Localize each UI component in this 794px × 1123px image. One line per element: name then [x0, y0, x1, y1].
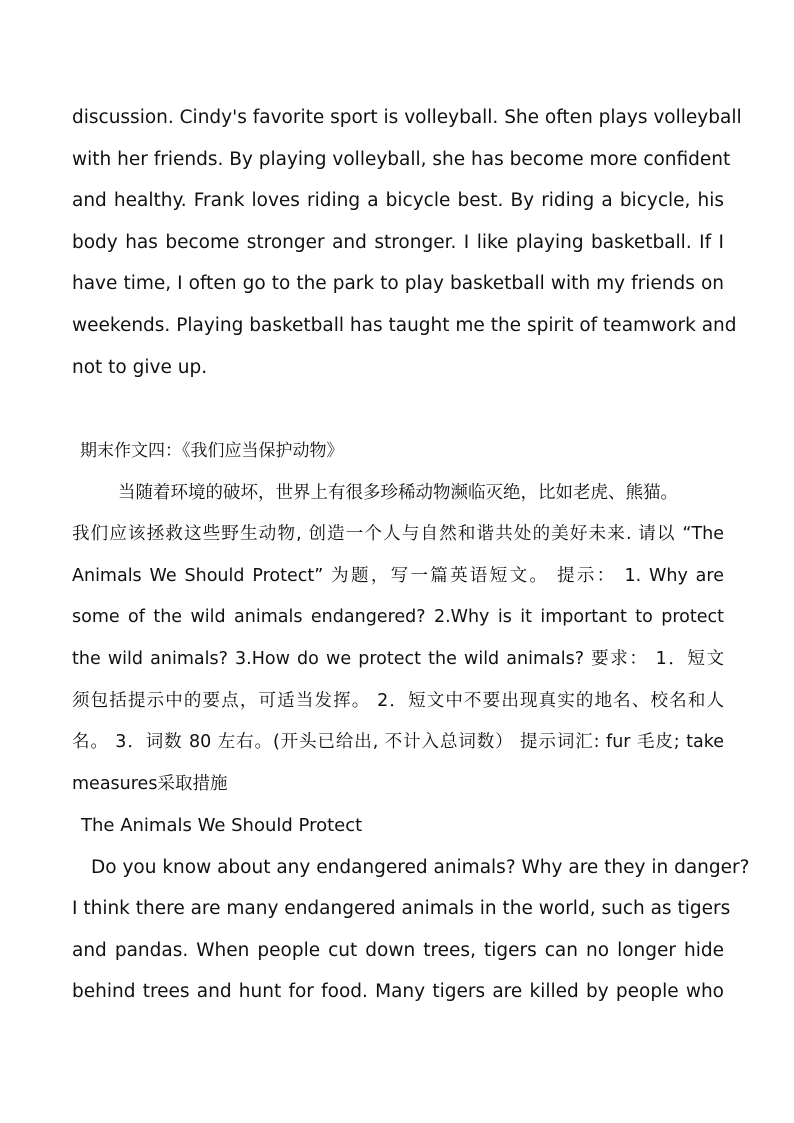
essay-line: and pandas. When people cut down trees, tigers can no longer hide	[72, 940, 724, 961]
prompt-line: 名。 3．词数 80 左右。(开头已给出, 不计入总词数） 提示词汇: fur 毛皮; take	[72, 732, 724, 752]
prompt-line: Animals We Should Protect” 为题，写一篇英语短文。 提示： 1. Why are	[72, 566, 724, 586]
text-line: with her friends. By playing volleyball, she has become more confident	[72, 149, 731, 170]
prompt-line: 当随着环境的破坏，世界上有很多珍稀动物濒临灭绝，比如老虎、熊猫。	[118, 483, 678, 503]
essay-line: I think there are many endangered animals in the world, such as tigers	[72, 898, 731, 919]
essay-title: The Animals We Should Protect	[81, 815, 363, 836]
text-line: weekends. Playing basketball has taught me the spirit of teamwork and	[72, 315, 737, 336]
text-line: and healthy. Frank loves riding a bicycle best. By riding a bicycle, his	[72, 190, 724, 211]
essay-line: behind trees and hunt for food. Many tigers are killed by people who	[72, 981, 724, 1002]
text-line: body has become stronger and stronger. I like playing basketball. If I	[72, 232, 724, 253]
text-line: discussion. Cindy's favorite sport is volleyball. She often plays volleyball	[72, 107, 742, 128]
prompt-line: 我们应该拯救这些野生动物, 创造一个人与自然和谐共处的美好未来. 请以 “The	[72, 524, 724, 544]
essay-line: Do you know about any endangered animals? Why are they in danger?	[91, 857, 750, 878]
text-line: have time, I often go to the park to play basketball with my friends on	[72, 273, 724, 294]
section-heading: 期末作文四：《我们应当保护动物》	[80, 441, 344, 461]
prompt-line: measures采取措施	[72, 774, 228, 794]
text-line: not to give up.	[72, 357, 208, 378]
prompt-line: 须包括提示中的要点，可适当发挥。 2．短文中不要出现真实的地名、校名和人	[72, 691, 724, 711]
prompt-line: some of the wild animals endangered? 2.Why is it important to protect	[72, 607, 724, 627]
prompt-line: the wild animals? 3.How do we protect the wild animals? 要求： 1．短文	[72, 649, 724, 669]
